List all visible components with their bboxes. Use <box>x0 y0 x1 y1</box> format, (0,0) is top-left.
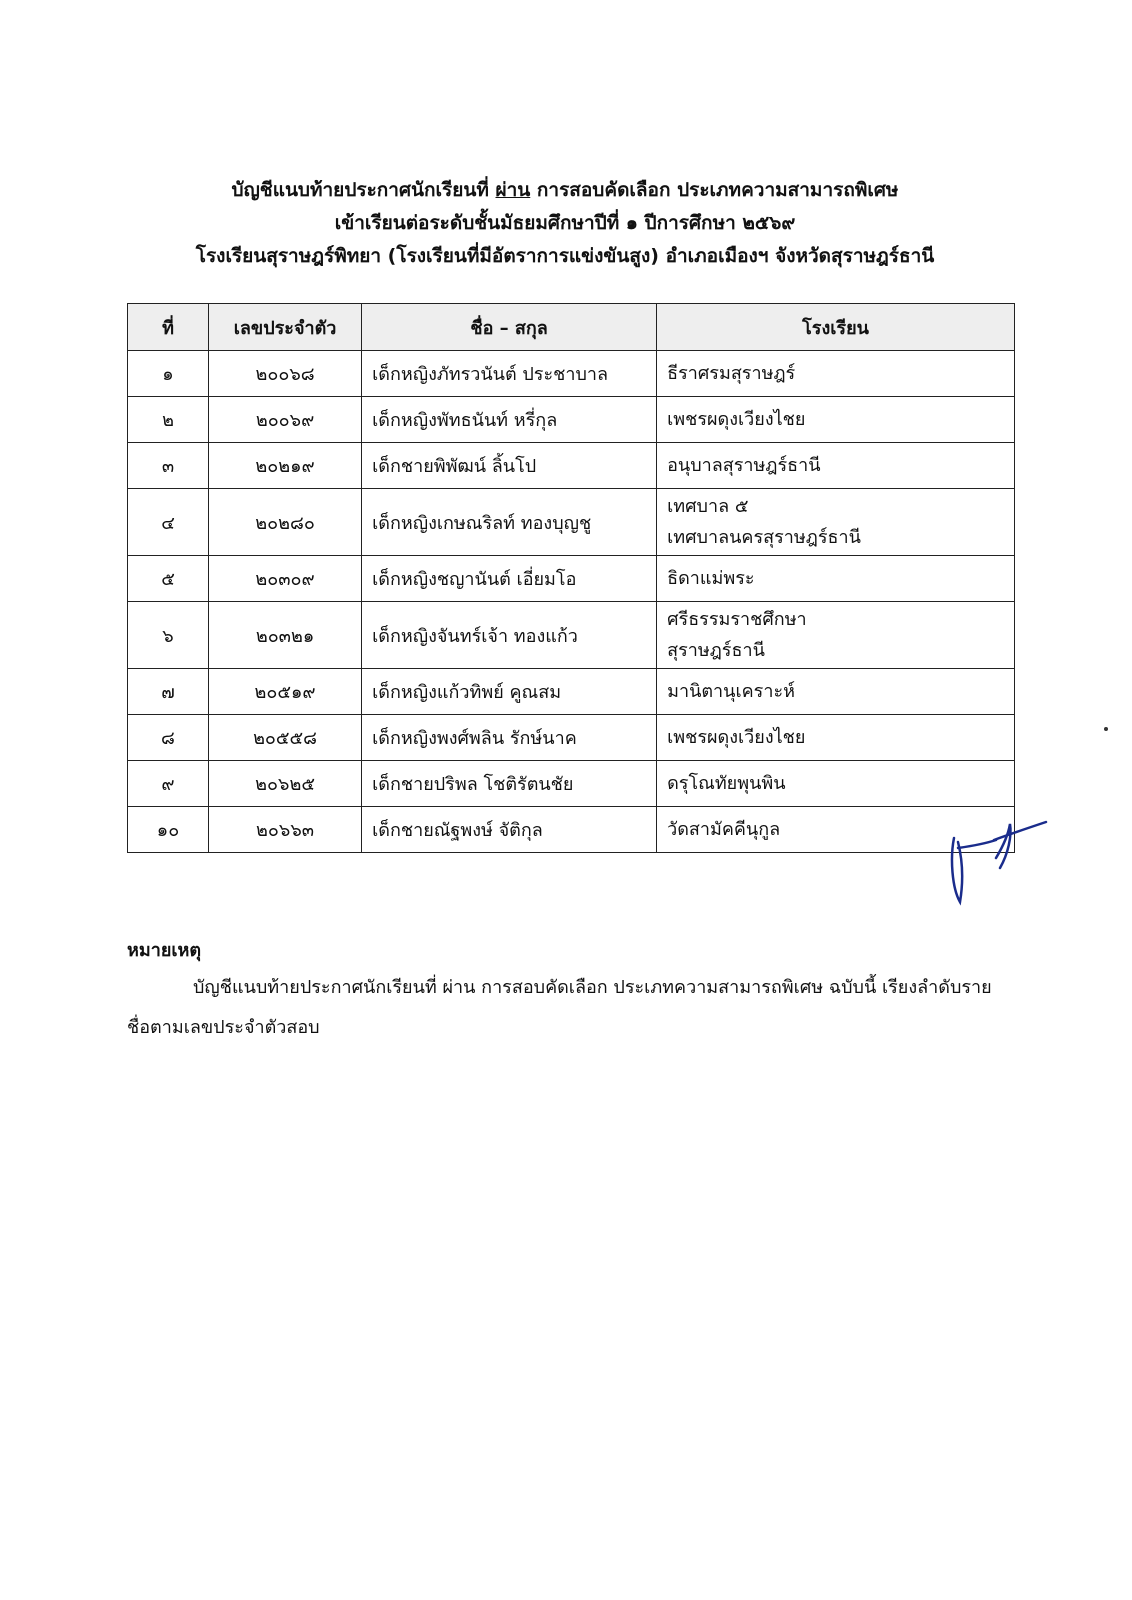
cell-no: ๑๐ <box>128 807 209 853</box>
heading-line-1 <box>100 175 1030 205</box>
table-row <box>128 602 1015 669</box>
cell-school <box>657 602 1015 669</box>
cell-id: ๒๐๐๖๘ <box>209 351 362 397</box>
table-row <box>128 556 1015 602</box>
cell-name: เด็กชายณัฐพงษ์ จัติกุล <box>362 807 657 853</box>
cell-school <box>657 761 1015 807</box>
school-line: วัดสามัคคีนุกูล <box>667 819 781 840</box>
cell-id: ๒๐๕๕๘ <box>209 715 362 761</box>
cell-school <box>657 489 1015 556</box>
heading-line-1-suffix: การสอบคัดเลือก ประเภทความสามารถพิเศษ <box>536 179 899 201</box>
school-line: มานิตานุเคราะห์ <box>667 681 795 702</box>
table-row <box>128 761 1015 807</box>
heading-passed-word: ผ่าน <box>495 179 531 201</box>
cell-id: ๒๐๕๑๙ <box>209 669 362 715</box>
cell-name: เด็กหญิงเกษณริลท์ ทองบุญชู <box>362 489 657 556</box>
cell-no: ๕ <box>128 556 209 602</box>
cell-no: ๖ <box>128 602 209 669</box>
cell-name: เด็กหญิงชญานันต์ เอี่ยมโอ <box>362 556 657 602</box>
cell-name: เด็กหญิงจันทร์เจ้า ทองแก้ว <box>362 602 657 669</box>
cell-school <box>657 715 1015 761</box>
cell-no: ๘ <box>128 715 209 761</box>
cell-school <box>657 443 1015 489</box>
cell-id: ๒๐๒๑๙ <box>209 443 362 489</box>
heading-line-2: เข้าเรียนต่อระดับชั้นมัธยมศึกษาปีที่ ๑ ปีการศึกษา ๒๕๖๙ <box>334 212 796 234</box>
school-line: อนุบาลสุราษฎร์ธานี <box>667 455 821 476</box>
school-line: ศรีธรรมราชศึกษา <box>667 609 807 630</box>
school-line: ธีราศรมสุราษฎร์ <box>667 363 796 384</box>
cell-school <box>657 556 1015 602</box>
header-id: เลขประจำตัว <box>209 304 362 351</box>
cell-id: ๒๐๓๐๙ <box>209 556 362 602</box>
scan-speck <box>1104 727 1108 731</box>
cell-no: ๒ <box>128 397 209 443</box>
cell-id: ๒๐๓๒๑ <box>209 602 362 669</box>
table-row <box>128 715 1015 761</box>
cell-name: เด็กชายปริพล โชติรัตนชัย <box>362 761 657 807</box>
header-school: โรงเรียน <box>657 304 1015 351</box>
table-header-row <box>128 304 1015 351</box>
header-no: ที่ <box>128 304 209 351</box>
school-line: เพชรผดุงเวียงไชย <box>667 409 806 430</box>
note-body: บัญชีแนบท้ายประกาศนักเรียนที่ ผ่าน การสอบคัดเลือก ประเภทความสามารถพิเศษ ฉบับนี้ เรียงลำดับรายชื่อตามเลขประจำตัวสอบ <box>127 977 992 1038</box>
cell-no: ๔ <box>128 489 209 556</box>
school-line: เทศบาลนครสุราษฎร์ธานี <box>667 527 861 548</box>
cell-no: ๗ <box>128 669 209 715</box>
cell-no: ๙ <box>128 761 209 807</box>
cell-id: ๒๐๒๘๐ <box>209 489 362 556</box>
table-row <box>128 397 1015 443</box>
cell-school <box>657 351 1015 397</box>
heading-line-1-prefix: บัญชีแนบท้ายประกาศนักเรียนที่ <box>231 179 489 201</box>
school-line: ดรุโณทัยพุนพิน <box>667 773 786 794</box>
school-line: ธิดาแม่พระ <box>667 568 755 589</box>
table-row <box>128 807 1015 853</box>
cell-id: ๒๐๐๖๙ <box>209 397 362 443</box>
table-row <box>128 351 1015 397</box>
table-row <box>128 489 1015 556</box>
table-row <box>128 443 1015 489</box>
cell-name: เด็กหญิงภัทรวนันต์ ประชาบาล <box>362 351 657 397</box>
cell-name: เด็กหญิงพงศ์พลิน รักษ์นาค <box>362 715 657 761</box>
cell-id: ๒๐๖๖๓ <box>209 807 362 853</box>
signature-mark <box>950 818 1060 918</box>
school-line: สุราษฎร์ธานี <box>667 640 765 661</box>
note-title: หมายเหตุ <box>127 940 202 961</box>
cell-school <box>657 669 1015 715</box>
cell-name: เด็กหญิงแก้วทิพย์ คูณสม <box>362 669 657 715</box>
cell-name: เด็กหญิงพัทธนันท์ หรี่กุล <box>362 397 657 443</box>
results-table <box>127 303 1015 853</box>
cell-school <box>657 397 1015 443</box>
cell-no: ๑ <box>128 351 209 397</box>
school-line: เพชรผดุงเวียงไชย <box>667 727 806 748</box>
table-row <box>128 669 1015 715</box>
header-name: ชื่อ – สกุล <box>362 304 657 351</box>
school-line: เทศบาล ๕ <box>667 496 749 517</box>
cell-id: ๒๐๖๒๕ <box>209 761 362 807</box>
heading-line-3: โรงเรียนสุราษฎร์พิทยา (โรงเรียนที่มีอัตราการแข่งขันสูง) อำเภอเมืองฯ จังหวัดสุราษฎร์ธานี <box>195 245 935 267</box>
cell-no: ๓ <box>128 443 209 489</box>
cell-name: เด็กชายพิพัฒน์ ลิ้นโป <box>362 443 657 489</box>
